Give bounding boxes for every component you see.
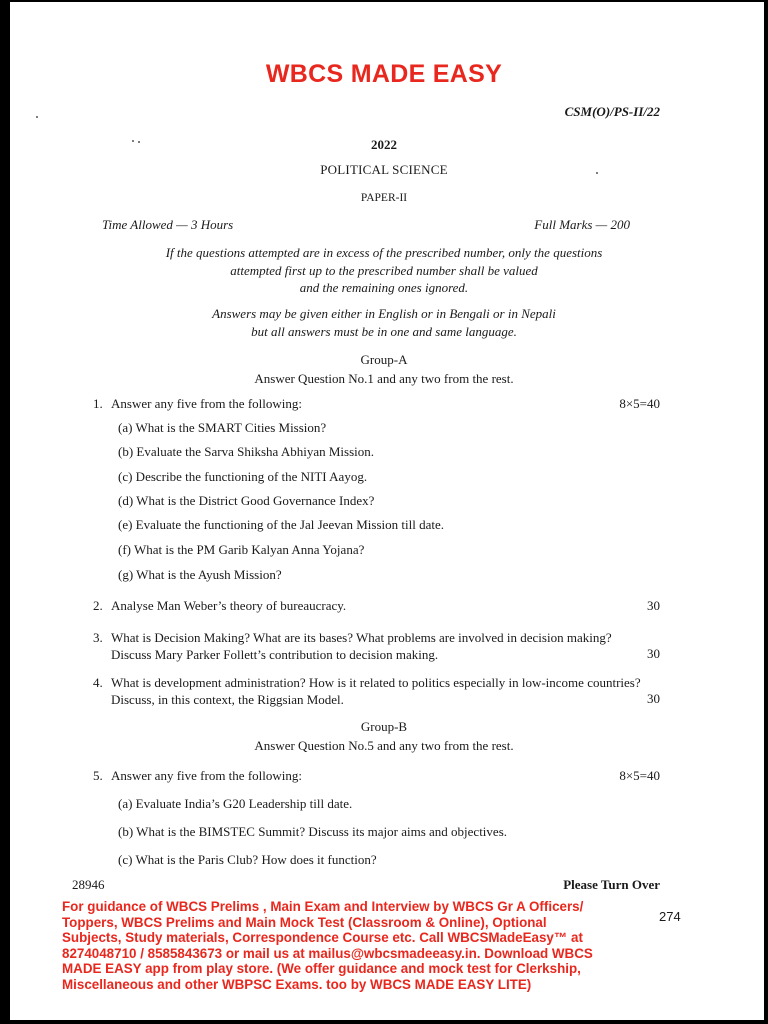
question-text-cont: Discuss, in this context, the Riggsian Model. — [111, 692, 344, 707]
subject-title: POLITICAL SCIENCE — [320, 162, 448, 177]
question-3-marks: 30 — [647, 646, 660, 661]
instruction-line: Answers may be given either in English or in Bengali or in Nepali — [212, 306, 556, 321]
question-text: What is development administration? How is it related to politics especially in low-income countries? — [111, 675, 641, 690]
full-marks: Full Marks — 200 — [534, 217, 630, 232]
question-2-marks: 30 — [647, 598, 660, 613]
scan-border-top — [0, 0, 768, 2]
scan-border-right — [764, 0, 768, 1024]
group-b-heading: Group-B — [360, 719, 408, 734]
sub-question: (c) What is the Paris Club? How does it function? — [118, 852, 377, 867]
paper-number: PAPER-II — [360, 192, 408, 204]
group-a-instruction: Answer Question No.1 and any two from the rest. — [254, 371, 514, 386]
question-text: Analyse Man Weber’s theory of bureaucracy. — [111, 598, 347, 613]
question-3 — [93, 629, 612, 663]
paper-serial-code: 28946 — [72, 877, 105, 892]
instruction-language — [0, 305, 768, 340]
question-text-cont: Discuss Mary Parker Follett’s contribution to decision making. — [111, 647, 439, 662]
instruction-line: but all answers must be in one and same language. — [251, 323, 517, 339]
sub-question: (d) What is the District Good Governance Index? — [118, 493, 375, 508]
paper-code: CSM(O)/PS-II/22 — [564, 104, 660, 119]
brand-title: WBCS MADE EASY — [265, 60, 503, 88]
question-number: 4. — [93, 675, 103, 690]
question-text: What is Decision Making? What are its bases? What problems are involved in decision making? — [111, 630, 612, 645]
scan-speck — [36, 116, 38, 118]
instruction-line: If the questions attempted are in excess of the prescribed number, only the questions — [165, 245, 603, 260]
instruction-excess — [0, 244, 768, 297]
sub-question: (a) Evaluate India’s G20 Leadership till date. — [118, 796, 353, 811]
question-5 — [93, 768, 302, 784]
scan-border-left — [0, 0, 10, 1024]
question-4 — [93, 674, 641, 708]
instruction-line: and the remaining ones ignored. — [299, 280, 469, 295]
question-text: Answer any five from the following: — [111, 396, 302, 411]
question-text: Answer any five from the following: — [111, 768, 302, 783]
group-b-instruction: Answer Question No.5 and any two from the rest. — [254, 738, 514, 753]
sub-question: (f) What is the PM Garib Kalyan Anna Yojana? — [118, 542, 365, 557]
time-allowed: Time Allowed — 3 Hours — [102, 217, 234, 232]
question-1-marks: 8×5=40 — [619, 396, 660, 411]
question-number: 5. — [93, 768, 103, 783]
question-5-marks: 8×5=40 — [619, 768, 660, 783]
exam-year: 2022 — [371, 137, 397, 152]
sub-question: (e) Evaluate the functioning of the Jal Jeevan Mission till date. — [118, 517, 444, 532]
sub-question: (a) What is the SMART Cities Mission? — [118, 420, 327, 435]
sub-question: (b) What is the BIMSTEC Summit? Discuss its major aims and objectives. — [118, 824, 507, 839]
sub-question: (g) What is the Ayush Mission? — [118, 567, 282, 582]
instruction-line: attempted first up to the prescribed number shall be valued — [230, 262, 538, 278]
please-turn-over: Please Turn Over — [563, 877, 660, 892]
question-number: 2. — [93, 598, 103, 613]
question-2 — [93, 598, 346, 614]
question-number: 1. — [93, 396, 103, 411]
sub-question: (c) Describe the functioning of the NITI Aayog. — [118, 469, 368, 484]
sub-question: (b) Evaluate the Sarva Shiksha Abhiyan Mission. — [118, 444, 374, 459]
question-4-marks: 30 — [647, 691, 660, 706]
scan-border-bottom — [0, 1020, 768, 1024]
question-1 — [93, 396, 302, 412]
question-number: 3. — [93, 630, 103, 645]
group-a-heading: Group-A — [360, 352, 408, 367]
page-number: 274 — [659, 909, 681, 924]
advertisement-text: For guidance of WBCS Prelims , Main Exam and Interview by WBCS Gr A Officers/ Toppers, WBCS Prelims and Main Mock Test (Classroom & Online), Optional Subjects, Study materials, Correspondence Course etc. Call WBCSMadeEasy™ at 8274048710 / 8585843673 or mail us at mailus@wbcsmadeeasy.in. Download WBCS MADE EASY app from play store. (We offer guidance and mock test for Clerkship, Miscellaneous and other WBPSC Exams. too by WBCS MADE EASY LITE) — [62, 899, 593, 992]
